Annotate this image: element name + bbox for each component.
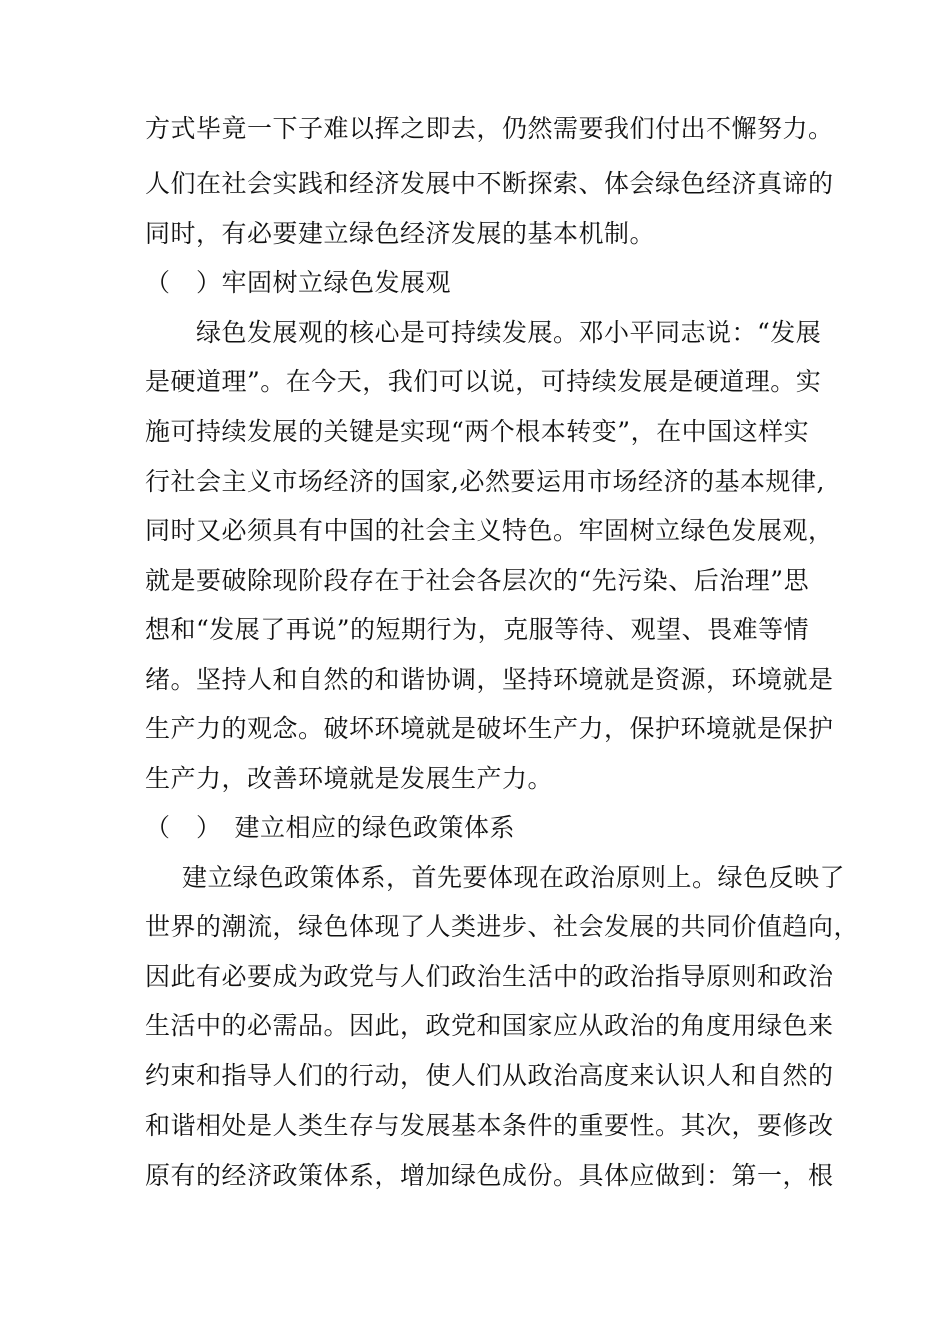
text-line: 行社会主义市场经济的国家,必然要运用市场经济的基本规律, bbox=[145, 467, 825, 496]
text-line: 建立绿色政策体系，首先要体现在政治原则上。绿色反映了 bbox=[182, 863, 846, 892]
text-line: 因此有必要成为政党与人们政治生活中的政治指导原则和政治 bbox=[145, 962, 834, 991]
text-line: 生产力的观念。破坏环境就是破坏生产力，保护环境就是保护 bbox=[145, 714, 834, 743]
text-line: 方式毕竟一下子难以挥之即去，仍然需要我们付出不懈努力。 bbox=[145, 114, 834, 143]
text-line: 是硬道理”。在今天，我们可以说，可持续发展是硬道理。实 bbox=[145, 367, 822, 396]
text-line: 人们在社会实践和经济发展中不断探索、体会绿色经济真谛的 bbox=[145, 169, 834, 198]
text-line: 世界的潮流，绿色体现了人类进步、社会发展的共同价值趋向， bbox=[145, 912, 860, 941]
text-line: 同时，有必要建立绿色经济发展的基本机制。 bbox=[145, 219, 656, 248]
text-line: 就是要破除现阶段存在于社会各层次的“先污染、后治理”思 bbox=[145, 566, 810, 595]
text-line: 生活中的必需品。因此，政党和国家应从政治的角度用绿色来 bbox=[145, 1011, 834, 1040]
text-line: 绪。坚持人和自然的和谐协调，坚持环境就是资源，环境就是 bbox=[145, 665, 834, 694]
section-heading: （ ）牢固树立绿色发展观 bbox=[145, 268, 452, 297]
text-line: 施可持续发展的关键是实现“两个根本转变”，在中国这样实 bbox=[145, 417, 810, 446]
text-line: 想和“发展了再说”的短期行为，克服等待、观望、畏难等情 bbox=[145, 615, 810, 644]
text-line: 绿色发展观的核心是可持续发展。邓小平同志说：“发展 bbox=[196, 318, 822, 347]
text-line: 约束和指导人们的行动，使人们从政治高度来认识人和自然的 bbox=[145, 1061, 834, 1090]
text-line: 原有的经济政策体系，增加绿色成份。具体应做到：第一，根 bbox=[145, 1161, 834, 1190]
text-line: 生产力，改善环境就是发展生产力。 bbox=[145, 764, 554, 793]
text-line: 和谐相处是人类生存与发展基本条件的重要性。其次，要修改 bbox=[145, 1111, 834, 1140]
text-line: 同时又必须具有中国的社会主义特色。牢固树立绿色发展观， bbox=[145, 516, 834, 545]
section-heading: （ ） 建立相应的绿色政策体系 bbox=[145, 813, 516, 842]
